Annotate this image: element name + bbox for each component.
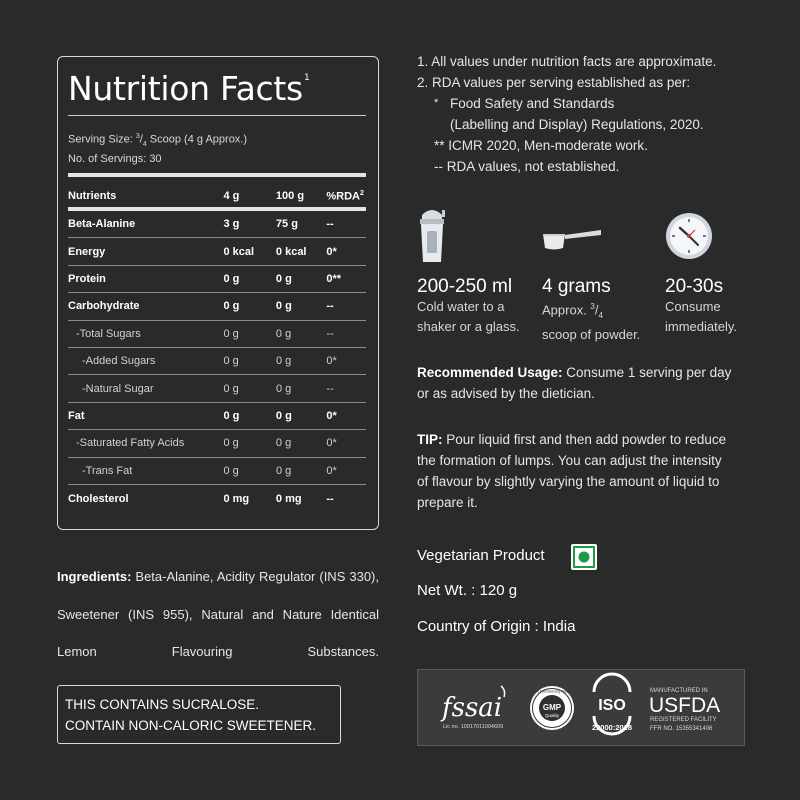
footnote-fssr: Food Safety and Standards <box>450 96 615 111</box>
svg-text:USFDA: USFDA <box>649 694 721 717</box>
svg-text:Lic no. 10017011004609: Lic no. 10017011004609 <box>443 724 504 730</box>
header-nutrient: Nutrients <box>68 190 117 202</box>
svg-text:22000:2018: 22000:2018 <box>591 723 633 732</box>
per-serving-value: 0 mg <box>223 492 250 505</box>
svg-text:Good Manufacturing Practice: Good Manufacturing Practice <box>531 689 573 694</box>
sweetener-warning-box <box>57 685 341 744</box>
table-row <box>68 266 366 293</box>
nutrient-name: -Added Sugars <box>82 355 156 368</box>
ingredients-label: Ingredients: <box>57 569 132 584</box>
per-serving-value: 0 g <box>223 409 240 422</box>
svg-text:GMP: GMP <box>542 703 562 712</box>
table-row <box>68 238 366 265</box>
nutrient-name: Beta-Alanine <box>68 218 136 231</box>
rda-value: 0** <box>326 272 342 285</box>
svg-text:FFR NO. 15355341406: FFR NO. 15355341406 <box>650 726 713 732</box>
nutrient-name: -Saturated Fatty Acids <box>76 437 185 450</box>
recommended-usage: Recommended Usage: Consume 1 serving per day or as advised by the dietician. <box>417 365 732 401</box>
svg-text:fssai: fssai <box>442 693 503 723</box>
usfda-logo <box>649 688 720 732</box>
per-serving-value: 0 g <box>223 382 239 395</box>
iso-logo <box>592 674 632 734</box>
nutrient-name: Cholesterol <box>68 492 129 505</box>
country-of-origin: Country of Origin : India <box>417 618 576 635</box>
serving-size: Serving Size: $^3/_4$ Scoop (4 g Approx.) <box>68 133 248 148</box>
table-row <box>68 458 366 485</box>
header-per-serving: 4 g <box>223 190 240 202</box>
per-serving-value: 3 g <box>223 218 240 231</box>
footnote-fssr-cont: (Labelling and Display) Regulations, 2020. <box>450 117 704 132</box>
fssai-logo <box>440 686 505 730</box>
nutrient-name: Protein <box>68 272 106 285</box>
per-serving-value: 0 g <box>223 272 240 285</box>
consume-instruction: Consume immediately. <box>665 299 738 334</box>
gmp-logo <box>530 686 574 730</box>
per-100g-value: 0 g <box>275 300 292 313</box>
warning-line-2: CONTAIN NON-CALORIC SWEETENER. <box>65 718 317 733</box>
nutrient-name: Carbohydrate <box>68 300 140 313</box>
servings-count: No. of Servings: 30 <box>68 152 162 165</box>
svg-text:ISO: ISO <box>598 697 626 714</box>
clock-icon <box>665 212 713 260</box>
footnote-1: 1. All values under nutrition facts are approximate. <box>417 54 717 69</box>
per-100g-value: 0 g <box>275 327 292 340</box>
certifications-strip <box>417 669 745 746</box>
nutrition-facts-panel <box>57 56 379 530</box>
footnote-2: 2. RDA values per serving established as per: <box>417 75 691 90</box>
per-serving-value: 0 g <box>223 327 239 340</box>
water-amount: 200-250 ml <box>417 276 513 297</box>
svg-text:MANUFACTURED IN: MANUFACTURED IN <box>650 688 708 694</box>
per-100g-value: 0 g <box>275 437 292 450</box>
net-weight: Net Wt. : 120 g <box>417 582 518 599</box>
header-per-100g: 100 g <box>275 190 305 202</box>
title-footnote-mark: 1 <box>303 73 310 83</box>
per-100g-value: 75 g <box>275 218 298 231</box>
table-row <box>68 375 366 402</box>
table-row <box>68 348 366 375</box>
per-serving-value: 0 g <box>223 437 239 450</box>
nutrition-facts-title: Nutrition Facts$^1$ <box>68 69 310 108</box>
per-serving-value: 0 g <box>223 355 239 368</box>
table-row <box>68 211 366 238</box>
footnote-asterisk: * <box>434 97 439 109</box>
rda-value: 0* <box>326 409 337 422</box>
water-instruction: Cold water to a shaker or a glass. <box>417 299 520 334</box>
ingredients-list: Beta-Alanine, Acidity Regulator (INS 330), Sweetener (INS 955), Natural and Nature Identical Lemon Flavouring Substances. <box>57 569 379 659</box>
scoop-icon <box>541 226 603 252</box>
serving-info <box>68 129 247 167</box>
rda-value: -- <box>326 218 334 231</box>
footnote-not-established: -- RDA values, not established. <box>434 159 620 174</box>
per-100g-value: 0 g <box>275 382 292 395</box>
nutrient-name: -Natural Sugar <box>82 382 154 395</box>
table-row <box>68 485 366 512</box>
warning-line-1: THIS CONTAINS SUCRALOSE. <box>65 697 260 712</box>
rda-value: 0* <box>326 464 337 477</box>
per-serving-value: 0 kcal <box>223 245 255 258</box>
rda-value: 0* <box>326 245 337 258</box>
rda-value: 0* <box>326 437 337 450</box>
per-100g-value: 0 g <box>275 355 292 368</box>
tip-text: TIP: Pour liquid first and then add powder to reduce the formation of lumps. You can adjust the intensity of flavour by slightly varying the amount of liquid to prepare it. <box>417 432 727 510</box>
nutrient-name: Fat <box>68 409 85 422</box>
per-100g-value: 0 mg <box>275 492 302 505</box>
table-header-row <box>68 185 366 211</box>
rda-value: -- <box>326 327 334 340</box>
per-serving-value: 0 g <box>223 464 239 477</box>
veg-symbol-icon <box>571 544 597 570</box>
consume-time: 20-30s <box>665 276 724 297</box>
powder-amount: 4 grams <box>542 276 611 297</box>
powder-instruction: Approx. $^3/_4$ scoop of powder. <box>542 302 641 343</box>
ingredients-text <box>57 558 379 671</box>
nutrient-name: -Total Sugars <box>76 327 141 340</box>
per-100g-value: 0 g <box>275 409 292 422</box>
thick-divider <box>68 173 366 177</box>
shaker-icon <box>414 207 450 263</box>
table-row <box>68 321 366 348</box>
table-row <box>68 293 366 320</box>
nutrient-name: Energy <box>68 245 106 258</box>
table-row <box>68 430 366 457</box>
nutrition-table <box>68 185 366 512</box>
table-row <box>68 403 366 430</box>
svg-text:REGISTERED FACILITY: REGISTERED FACILITY <box>650 717 717 723</box>
vegetarian-label: Vegetarian Product <box>417 547 545 564</box>
nutrient-name: -Trans Fat <box>82 464 133 477</box>
rda-value: -- <box>326 300 334 313</box>
per-100g-value: 0 g <box>275 272 292 285</box>
per-serving-value: 0 g <box>223 300 240 313</box>
rda-value: -- <box>326 492 334 505</box>
rda-value: -- <box>326 382 334 395</box>
rda-value: 0* <box>326 355 337 368</box>
per-100g-value: 0 kcal <box>275 245 307 258</box>
header-rda: %RDA$^2$ <box>326 189 364 203</box>
svg-text:Quality: Quality <box>544 713 560 718</box>
divider <box>68 115 366 116</box>
cert-logos <box>418 670 746 747</box>
footnote-icmr: ** ICMR 2020, Men-moderate work. <box>434 138 648 153</box>
per-100g-value: 0 g <box>275 464 292 477</box>
